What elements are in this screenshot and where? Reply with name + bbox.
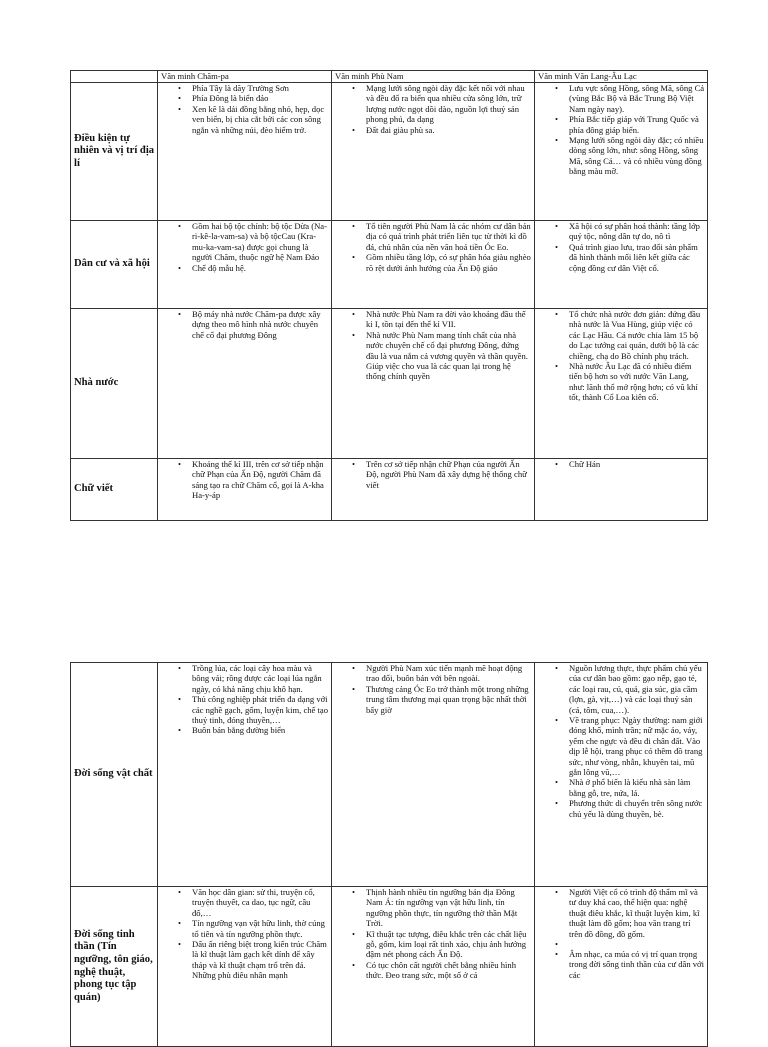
row-label: Dân cư và xã hội — [71, 221, 158, 309]
bullet-list — [334, 309, 532, 382]
cell — [332, 83, 535, 221]
cell — [332, 309, 535, 459]
cell — [535, 887, 708, 1047]
table-row — [71, 309, 708, 459]
list-item: • Người Phù Nam xúc tiến mạnh mẽ hoạt động trao đổi, buôn bán với bên ngoài. — [334, 663, 532, 684]
list-item: • Lưu vực sông Hồng, sông Mã, sông Cả (vùng Bắc Bộ và Bắc Trung Bộ Việt Nam ngày nay). — [537, 83, 705, 114]
list-item: • Phía Bắc tiếp giáp với Trung Quốc và phía đông giáp biển. — [537, 114, 705, 135]
list-item: • Thương cảng Óc Eo trở thành một trong những trung tâm thương mại quan trọng bậc nhất thời bấy giờ — [334, 684, 532, 715]
list-item — [537, 939, 705, 949]
table-row — [71, 83, 708, 221]
bullet-list — [334, 83, 532, 135]
list-item: • Phương thức di chuyển trên sông nước chủ yếu là dùng thuyền, bè. — [537, 798, 705, 819]
cell — [535, 663, 708, 887]
bullet-list — [334, 221, 532, 273]
list-item: • Phía Đông là biển đảo — [160, 93, 329, 103]
bullet-list — [160, 83, 329, 135]
row-label: Đời sống vật chất — [71, 663, 158, 887]
table-row — [71, 221, 708, 309]
list-item: • Kĩ thuật tạc tượng, điêu khắc trên các chất liệu gỗ, gốm, kim loại rất tinh xảo, chịu ảnh hưởng đậm nét phong cách Ấn Độ. — [334, 929, 532, 960]
list-item: • Thủ công nghiệp phát triển đa dạng với các nghề gạch, gốm, luyện kim, chế tạo thuỷ tinh, đóng thuyền,… — [160, 694, 329, 725]
header-cell-phunam: Văn minh Phù Nam — [332, 71, 535, 83]
list-item: • Mạng lưới sông ngòi dày đặc kết nối với nhau và đều đổ ra biển qua nhiều cửa sông lớn, trữ lượng nước ngọt dồi dào, nguồn lợi thuỷ sản phong phú, đa dạng — [334, 83, 532, 125]
table-row — [71, 459, 708, 521]
bullet-list — [334, 459, 532, 490]
bullet-list — [537, 663, 705, 819]
list-item: • Gồm hai bộ tộc chính: bộ tộc Dừa (Na-ri-kê-la-vam-sa) và bộ tộcCau (Kra-mu-ka-vam-sa) được gọi chung là người Chăm, thuộc ngữ hệ Nam Đảo — [160, 221, 329, 263]
bullet-list — [537, 459, 705, 469]
list-item: • Âm nhạc, ca múa có vị trí quan trọng trong đời sống tinh thần của cư dân với các — [537, 949, 705, 980]
cell — [332, 221, 535, 309]
list-item: • Buôn bán bằng đường biển — [160, 725, 329, 735]
bullet-list — [160, 663, 329, 736]
cell — [535, 459, 708, 521]
cell — [158, 83, 332, 221]
bullet-list — [334, 663, 532, 715]
list-item: • Trồng lúa, các loại cây hoa màu và bông vải; rồng được các loại lúa ngắn ngày, có khả năng chịu khô hạn. — [160, 663, 329, 694]
cell — [535, 309, 708, 459]
list-item: • Người Việt cổ có trình độ thẩm mĩ và tư duy khá cao, thể hiện qua: nghệ thuật điêu khắc, kĩ thuật luyện kim, kĩ thuật làm đồ gốm; hoa văn trang trí trên đồ đồng, đồ gốm. — [537, 887, 705, 939]
bullet-list — [160, 459, 329, 501]
cell — [158, 887, 332, 1047]
list-item: • Quá trình giao lưu, trao đổi sản phẩm đã hình thành mối liên kết giữa các cộng đồng cư dân Việt cổ. — [537, 242, 705, 273]
list-item: • Nhà nước Âu Lạc đã có nhiều điểm tiến bộ hơn so với nước Văn Lang, như: lãnh thổ mở rộng hơn; có vũ khí tốt, thành Cổ Loa kiên cố. — [537, 361, 705, 403]
list-item: • Có tục chôn cất người chết bằng nhiều hình thức. Đeo trang sức, một số ở cả — [334, 960, 532, 981]
row-label: Chữ viết — [71, 459, 158, 521]
bullet-list — [334, 887, 532, 981]
list-item: • Chế độ mẫu hệ. — [160, 263, 329, 273]
row-label: Điều kiện tự nhiên và vị trí địa lí — [71, 83, 158, 221]
cell — [332, 887, 535, 1047]
cell — [535, 83, 708, 221]
bullet-list — [537, 83, 705, 177]
list-item: • Nhà nước Phù Nam mang tính chất của nhà nước chuyên chế cổ đại phương Đông, đứng đầu là vua nắm cả vương quyền và thần quyền. Giúp việc cho vua là các quan lại trong hệ thống chính quyền — [334, 330, 532, 382]
list-item: • Văn học dân gian: sử thi, truyện cổ, truyện thuyết, ca dao, tục ngữ, câu đố,… — [160, 887, 329, 918]
list-item: • Nguồn lương thực, thực phẩm chủ yếu của cư dân bao gồm: gạo nếp, gạo tẻ, các loại rau, củ, quả, gia súc, gia cầm (lợn, gà, vịt,…) và các loại thuỷ sản (cá, tôm, cua,…). — [537, 663, 705, 715]
header-cell-champa: Văn minh Chăm-pa — [158, 71, 332, 83]
bullet-list — [537, 221, 705, 273]
cell — [158, 221, 332, 309]
table-row — [71, 887, 708, 1047]
list-item: • Tổ chức nhà nước đơn giản: đứng đầu nhà nước là Vua Hùng, giúp việc có các Lạc Hầu. Cả nước chia làm 15 bộ do Lạc tướng cai quản, dưới bộ là các chiềng, chạ do Bồ chính phụ trách. — [537, 309, 705, 361]
list-item: • Trên cơ sở tiếp nhận chữ Phạn của người Ấn Độ, người Phù Nam đã xây dựng hệ thống chữ viết — [334, 459, 532, 490]
header-row — [71, 71, 708, 83]
list-item: • Bộ máy nhà nước Chăm-pa được xây dựng theo mô hình nhà nước chuyên chế cổ đại phương Đông — [160, 309, 329, 340]
cell — [158, 309, 332, 459]
cell — [332, 459, 535, 521]
list-item: • Thịnh hành nhiều tín ngưỡng bản địa Đông Nam Á: tín ngưỡng vạn vật hữu linh, tín ngưỡng phồn thực, tín ngưỡng thờ thần Mặt Trời. — [334, 887, 532, 929]
comparison-table-top — [70, 70, 708, 521]
list-item: • Xen kẽ là dải đồng bằng nhỏ, hẹp, dọc ven biển, bị chia cắt bởi các con sông ngắn và những núi, đèo hiểm trở. — [160, 104, 329, 135]
list-item: • Tín ngưỡng vạn vật hữu linh, thờ cúng tổ tiên và tín ngưỡng phồn thực. — [160, 918, 329, 939]
list-item: • Về trang phục: Ngày thường: nam giới đóng khố, mình trần; nữ mặc áo, váy, yếm che ngực và đều đi chân đất. Vào dịp lễ hội, trang phục có thêm đồ trang sức, như vòng, nhẫn, khuyên tai, mũ gắn lông vũ,… — [537, 715, 705, 777]
list-item: • Phía Tây là dãy Trường Sơn — [160, 83, 329, 93]
header-cell-empty — [71, 71, 158, 83]
bullet-list — [160, 309, 329, 340]
list-item: • Khoảng thế kỉ III, trên cơ sở tiếp nhận chữ Phạn của Ấn Độ, người Chăm đã sáng tạo ra chữ Chăm cổ, gọi là A-kha Ha-y-áp — [160, 459, 329, 501]
list-item: • Đất đai giàu phù sa. — [334, 125, 532, 135]
list-item: • Tổ tiên người Phù Nam là các nhóm cư dân bản địa có quá trình phát triển liên tục từ thời kì đồ đá, chủ nhân của nền văn hoá tiền Óc Eo. — [334, 221, 532, 252]
row-label: Nhà nước — [71, 309, 158, 459]
cell — [332, 663, 535, 887]
list-item: • Chữ Hán — [537, 459, 705, 469]
list-item: • Nhà nước Phù Nam ra đời vào khoảng đầu thế kỉ I, tồn tại đến thế kỉ VII. — [334, 309, 532, 330]
cell — [158, 663, 332, 887]
list-item: • Dấu ấn riêng biệt trong kiến trúc Chăm là kĩ thuật làm gạch kết dính để xây tháp và kĩ thuật chạm trổ trên đá. Những phù điêu nhân mạnh — [160, 939, 329, 981]
cell — [535, 221, 708, 309]
header-cell-vanlang-aulac: Văn minh Văn Lang-Âu Lạc — [535, 71, 708, 83]
bullet-list — [160, 221, 329, 273]
table-row — [71, 663, 708, 887]
cell — [158, 459, 332, 521]
list-item: • Xã hội có sự phân hoá thành: tầng lớp quý tộc, nông dân tự do, nô tì — [537, 221, 705, 242]
list-item: • Mạng lưới sông ngòi dày đặc; có nhiều dòng sông lớn, như: sông Hồng, sông Mã, sông Cả… và có nhiều vùng đồng bằng màu mỡ. — [537, 135, 705, 177]
bullet-list — [537, 887, 705, 980]
comparison-table-bottom — [70, 662, 708, 1047]
list-item: • Gồm nhiều tầng lớp, có sự phân hóa giàu nghèo rõ rệt dưới ảnh hưởng của Ấn Độ giáo — [334, 252, 532, 273]
list-item: • Nhà ở phổ biến là kiểu nhà sàn làm bằng gỗ, tre, nứa, lá. — [537, 777, 705, 798]
bullet-list — [160, 887, 329, 981]
bullet-list — [537, 309, 705, 403]
row-label: Đời sống tinh thần (Tín ngưỡng, tôn giáo, nghệ thuật, phong tục tập quán) — [71, 887, 158, 1047]
